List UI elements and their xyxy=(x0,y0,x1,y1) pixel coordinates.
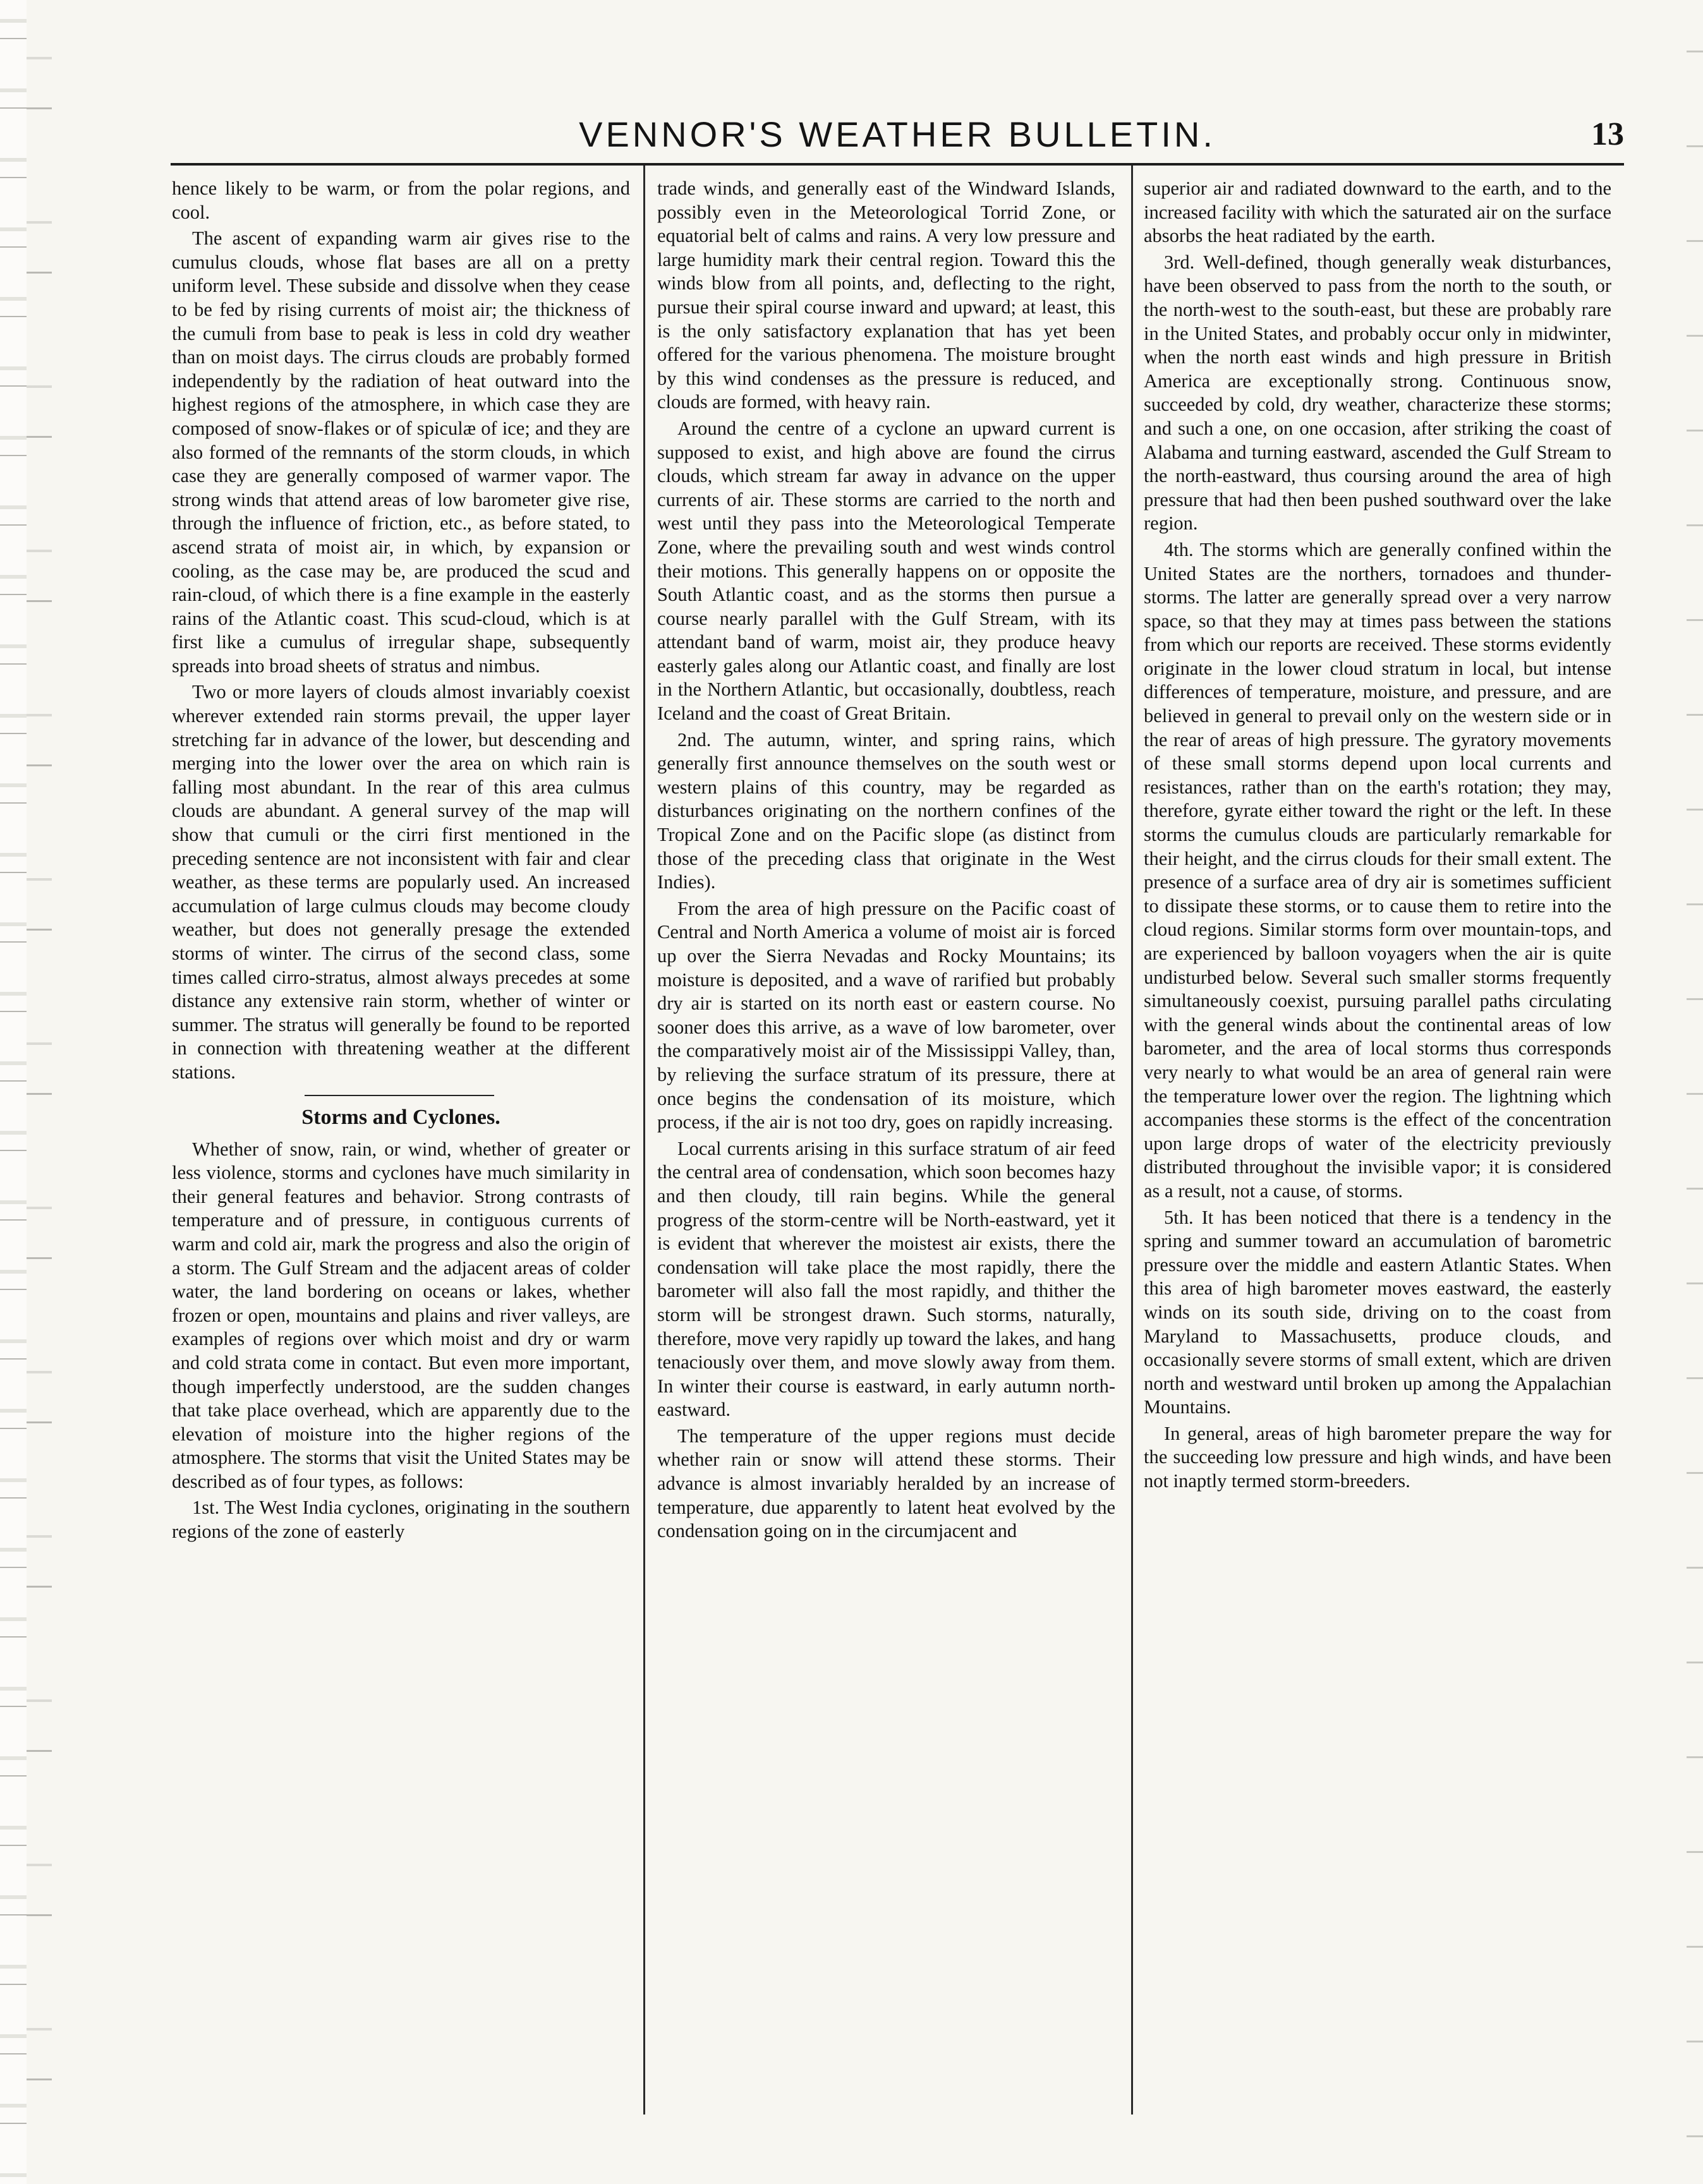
paragraph: hence likely to be warm, or from the polar regions, and cool. xyxy=(172,178,630,223)
paragraph: Local currents arising in this surface stratum of air feed the central area of condensation, which soon becomes hazy and then cloudy, till rain begins. While the general progress of the storm-centre will be North-eastward, yet it is evident that wherever the moistest air exists, there the condensation will take place the most rapidly, there the barometer will also fall the most rapidly, and thither the storm will be strongest drawn. Such storms, naturally, therefore, move very rapidly up toward the lakes, and hang tenaciously over them, and move slowly away from them. In winter their course is eastward, in early autumn north-eastward. xyxy=(657,1137,1115,1421)
paragraph: 3rd. Well-defined, though generally weak disturbances, have been observed to pass from the north to the south, or the north-west to the south-east, but these are probably rare in the United States, and probably occur only in midwinter, when the north east winds and high pressure in British America are exceptionally strong. Continuous snow, succeeded by cold, dry weather, characterize these storms; and such a one, on one occasion, after striking the coast of Alabama and turning eastward, ascended the Gulf Stream to the north-eastward, thus coursing around the area of high pressure that had then been pushed southward over the lake region. xyxy=(1144,251,1611,534)
paragraph: 5th. It has been noticed that there is a tendency in the spring and summer toward an accumulation of barometric pressure over the middle and eastern Atlantic States. When this area of high barometer moves eastward, the easterly winds on its south side, driving on to the coast from Maryland to Massachusetts, produce clouds, and occasionally severe storms of small extent, which are driven north and westward until broken up among the Appalachian Mountains. xyxy=(1144,1206,1611,1418)
column-2 xyxy=(657,177,1115,2126)
column-divider-1 xyxy=(643,166,645,2115)
paragraph: 4th. The storms which are generally confined within the United States are the northers, tornadoes and thunder-storms. The latter are generally spread over a very narrow space, so that they may at times pass between the stations from which our reports are received. These storms evidently originate in the lower cloud stratum in local, but intense differences of temperature, moisture, and pressure, and are believed in general to prevail only on the western side or in the rear of areas of high pressure. The gyratory movements of these small storms depend upon local currents and resistances, rather than on the earth's rotation; they may, therefore, gyrate either toward the right or the left. In these storms the cumulus clouds are particularly remarkable for their height, and the cirrus clouds for their small extent. The presence of a surface area of dry air is sometimes sufficient to dissipate these storms, or to cause them to retire into the cloud regions. Similar storms form over mountain-tops, and are experienced by balloon voyagers when the air is quite undisturbed below. Several such smaller storms frequently simultaneously coexist, pursuing parallel paths circulating with the general winds about the continental areas of low barometer, and the area of local storms thus corresponds very nearly to what would be an area of general rain were the temperature lower over the region. The lightning which accompanies these storms is the effect of the concentration upon large drops of water of the electricity previously distributed throughout the invisible vapor; it is considered as a result, not a cause, of storms. xyxy=(1144,538,1611,1202)
column-1 xyxy=(172,177,630,2126)
paragraph: trade winds, and generally east of the Windward Islands, possibly even in the Meteorological Torrid Zone, or equatorial belt of calms and rains. A very low pressure and large humidity mark their central region. Toward this the winds blow from all points, and, deflecting to the right, pursue their spiral course inward and upward; at least, this is the only satisfactory explanation that has yet been offered for the various phenomena. The moisture brought by this wind condenses as the pressure is reduced, and clouds are formed, with heavy rain. xyxy=(657,178,1115,413)
paragraph: superior air and radiated downward to the earth, and to the increased facility with which the saturated air on the surface absorbs the heat radiated by the earth. xyxy=(1144,178,1611,247)
scan-edge-left xyxy=(0,0,27,2184)
header-rule xyxy=(171,163,1624,166)
paragraph: In general, areas of high barometer prepare the way for the succeeding low pressure and high winds, and have been not inaptly termed storm-breeders. xyxy=(1144,1422,1611,1492)
paragraph: The ascent of expanding warm air gives rise to the cumulus clouds, whose flat bases are all on a pretty uniform level. These subside and dissolve when they cease to be fed by rising currents of moist air; the thickness of the cumuli from base to peak is less in cold dry weather than on moist days. The cirrus clouds are probably formed independently by the radiation of heat outward into the highest regions of the atmosphere, in which case they are composed of snow-flakes or of spiculæ of ice; and they are also formed of the remnants of the storm clouds, in which case they are generally composed of warmer vapor. The strong winds that attend areas of low barometer give rise, through the influence of friction, etc., as before stated, to ascend strata of moist air, in which, by expansion or cooling, as the case may be, are produced the scud and rain-cloud, of which there is a fine example in the easterly rains of the Atlantic coast. This scud-cloud, which is at first like a cumulus of irregular shape, subsequently spreads into broad sheets of stratus and nimbus. xyxy=(172,227,630,677)
scan-edge-right xyxy=(1687,0,1703,2184)
paragraph: 2nd. The autumn, winter, and spring rains, which generally first announce themselves on the south west or western plains of this country, may be regarded as disturbances originating on the northern confines of the Tropical Zone and on the Pacific slope (as distinct from those of the preceding class that originate in the West Indies). xyxy=(657,728,1115,893)
paragraph: From the area of high pressure on the Pacific coast of Central and North America a volume of moist air is forced up over the Sierra Nevadas and Rocky Mountains; its moisture is deposited, and a wave of rarified but probably dry air is started on its north east or eastern course. No sooner does this arrive, as a wave of low barometer, over the comparatively moist air of the Mississippi Valley, than, by relieving the surface stratum of its pressure, there at once begins the condensation of its moisture, which process, if the air is not too dry, goes on rapidly increasing. xyxy=(657,897,1115,1133)
page-title: VENNOR'S WEATHER BULLETIN. xyxy=(579,114,1216,154)
paragraph: Around the centre of a cyclone an upward current is supposed to exist, and high above are found the cirrus clouds, which stream far away in advance on the upper currents of air. These storms are carried to the north and west until they pass into the Meteorological Temperate Zone, where the prevailing south and west winds control their motions. This generally happens on or opposite the South Atlantic coast, and as the storms then pursue a course nearly parallel with the Gulf Stream, with its attendant band of warm, moist air, they produce heavy easterly gales along our Atlantic coast, and finally are lost in the Northern Atlantic, but occasionally, doubtless, reach Iceland and the coast of Great Britain. xyxy=(657,417,1115,725)
column-3 xyxy=(1144,177,1611,2126)
scan-edge-shadow xyxy=(27,0,52,2184)
paragraph: Whether of snow, rain, or wind, whether of greater or less violence, storms and cyclones have much similarity in their general features and behavior. Strong contrasts of temperature and of pressure, in contiguous currents of warm and cold air, mark the progress and also the origin of a storm. The Gulf Stream and the adjacent areas of colder water, the land bordering on oceans or lakes, whether frozen or open, mountains and plains and river valleys, are examples of regions over which moist and dry or warm and cold strata come in contact. But even more important, though imperfectly understood, are the sudden changes that take place overhead, which are apparently due to the elevation of moisture into the higher regions of the atmosphere. The storms that visit the United States may be described as of four types, as follows: xyxy=(172,1138,630,1492)
column-divider-2 xyxy=(1131,166,1133,2115)
section-heading: Storms and Cyclones. xyxy=(172,1104,630,1131)
paragraph: Two or more layers of clouds almost invariably coexist wherever extended rain storms prevail, the upper layer stretching far in advance of the lower, but descending and merging into the lower over the area on which rain is falling most abundant. In the rear of this area culmus clouds are abundant. A general survey of the map will show that cumuli or the cirri first mentioned in the preceding sentence are not inconsistent with fair and clear weather, as these terms are popularly used. An increased accumulation of large culmus clouds may become cloudy weather, but does not generally presage the extended storms of winter. The cirrus of the second class, some times called cirro-stratus, almost always precedes at some distance any extensive rain storm, whether of winter or summer. The stratus will generally be found to be reported in connection with threatening weather at the different stations. xyxy=(172,681,630,1083)
paragraph: 1st. The West India cyclones, originating in the southern regions of the zone of easterly xyxy=(172,1497,630,1543)
paragraph: The temperature of the upper regions must decide whether rain or snow will attend these storms. Their advance is almost invariably heralded by an increase of temperature, due apparently to latent heat evolved by the condensation going on in the circumjacent and xyxy=(657,1425,1115,1542)
page-header xyxy=(171,106,1624,163)
page-number: 13 xyxy=(1591,116,1624,152)
